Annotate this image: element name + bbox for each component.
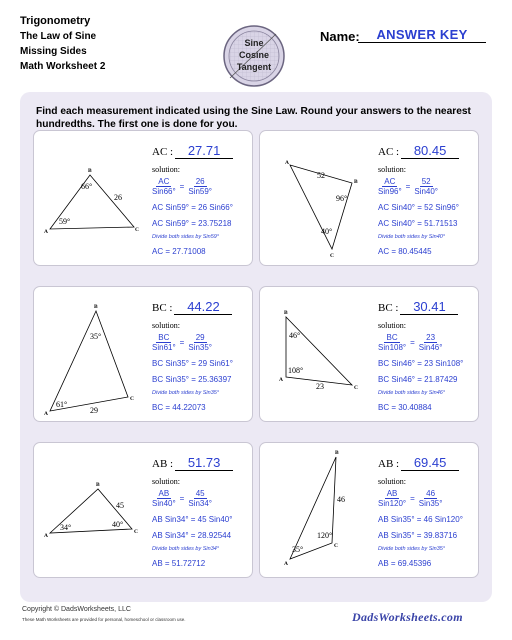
fraction-denominator: Sin34°	[188, 499, 213, 508]
fraction-numerator: 46	[426, 489, 436, 498]
answer-value[interactable]: 80.45	[401, 143, 459, 159]
vertex-label: C	[354, 385, 358, 391]
fraction-numerator: 23	[426, 333, 436, 342]
angle-label: 40°	[112, 520, 124, 529]
angle-label: 96°	[336, 194, 348, 203]
problem-card	[33, 130, 253, 266]
solution-label: solution:	[152, 321, 181, 330]
fraction-numerator: AB	[158, 489, 170, 498]
solution-step: BC Sin35° = 29 Sin61°	[152, 359, 233, 368]
fraction-denominator: Sin35°	[418, 499, 443, 508]
sine-law-equation	[378, 489, 442, 508]
fraction-denominator: Sin96°	[378, 187, 402, 196]
answer-line	[378, 299, 458, 315]
angle-label: 35°	[90, 332, 102, 341]
answer-value[interactable]: 27.71	[175, 143, 233, 159]
angle-label: 34°	[60, 523, 72, 532]
fraction-numerator: AC	[384, 177, 396, 186]
solution-step: BC Sin46° = 21.87429	[378, 375, 458, 384]
title-topic: The Law of Sine	[20, 31, 97, 42]
problem-card	[259, 130, 479, 266]
side-label: 29	[90, 406, 98, 415]
vertex-label: A	[284, 561, 288, 567]
side-label: 46	[337, 495, 345, 504]
answer-line	[152, 299, 232, 315]
triangle-diagram	[34, 443, 152, 577]
triangle-diagram	[260, 287, 378, 421]
fraction-denominator: Sin108°	[378, 343, 407, 352]
title-subject: Trigonometry	[20, 15, 91, 27]
answer-line	[378, 455, 459, 471]
target-label: AB :	[152, 458, 174, 470]
solution-result: AC = 27.71008	[152, 247, 206, 256]
solution-step: AB Sin35° = 39.83716	[378, 531, 458, 540]
solution-step: AB Sin34° = 45 Sin40°	[152, 515, 233, 524]
angle-label: 66°	[81, 182, 93, 191]
answer-line	[378, 143, 459, 159]
fraction-denominator: Sin66°	[152, 187, 176, 196]
instructions: Find each measurement indicated using the Sine Law. Round your answers to the nearest hundredths. The first one is done for you.	[36, 106, 471, 130]
equals-sign: =	[410, 494, 415, 503]
target-label: BC :	[378, 302, 399, 314]
angle-label: 40°	[321, 227, 333, 236]
triangle-diagram	[260, 131, 378, 265]
fraction-denominator: Sin120°	[378, 499, 407, 508]
problem-card	[33, 286, 253, 422]
vertex-label: B	[354, 179, 358, 185]
solution-result: AC = 80.45445	[378, 247, 432, 256]
fraction-denominator: Sin61°	[152, 343, 176, 352]
fraction-numerator: 26	[195, 177, 205, 186]
solution-step: AC Sin40° = 52 Sin96°	[378, 203, 459, 212]
target-label: BC :	[152, 302, 173, 314]
fraction-denominator: Sin40°	[152, 499, 176, 508]
vertex-label: C	[135, 227, 139, 233]
solution-note: Divide both sides by Sin34°	[152, 546, 220, 552]
triangle-diagram	[34, 287, 152, 421]
angle-label: 35°	[292, 545, 304, 554]
equals-sign: =	[410, 338, 415, 347]
sine-cosine-tangent-logo	[222, 24, 286, 88]
title-subtopic: Missing Sides	[20, 46, 87, 57]
angle-label: 61°	[56, 400, 68, 409]
solution-label: solution:	[378, 165, 407, 174]
vertex-label: B	[88, 168, 92, 174]
name-field[interactable]: ANSWER KEY	[358, 27, 486, 43]
fraction-denominator: Sin35°	[188, 343, 213, 352]
solution-note: Divide both sides by Sin40°	[378, 234, 446, 240]
sine-law-equation	[378, 333, 442, 352]
target-label: AC :	[378, 146, 400, 158]
answer-value[interactable]: 69.45	[401, 455, 459, 471]
triangle-shape	[290, 457, 336, 559]
angle-label: 108°	[288, 366, 304, 375]
equals-sign: =	[179, 494, 185, 503]
vertex-label: C	[330, 253, 334, 259]
answer-line	[152, 143, 233, 159]
solution-note: Divide both sides by Sin35°	[152, 390, 220, 396]
answer-line	[152, 455, 233, 471]
vertex-label: A	[279, 377, 283, 383]
solution-step: AC Sin40° = 51.71513	[378, 219, 458, 228]
sine-law-equation	[152, 489, 212, 508]
vertex-label: A	[44, 229, 48, 235]
solution-label: solution:	[378, 321, 407, 330]
logo-word-tangent: Tangent	[236, 62, 272, 72]
vertex-label: B	[94, 304, 98, 310]
usage-note: These Math Worksheets are provided for personal, homeschool or classroom use.	[22, 617, 186, 622]
title-worksheet-number: Math Worksheet 2	[20, 61, 106, 72]
vertex-label: A	[285, 160, 289, 166]
vertex-label: C	[134, 529, 138, 535]
side-label: 23	[316, 382, 324, 391]
solution-step: AB Sin34° = 28.92544	[152, 531, 232, 540]
answer-value[interactable]: 30.41	[400, 299, 458, 315]
solution-step: AC Sin59° = 23.75218	[152, 219, 232, 228]
solution-result: BC = 30.40884	[378, 403, 432, 412]
vertex-label: C	[334, 543, 338, 549]
target-label: AC :	[152, 146, 174, 158]
solution-note: Divide both sides by Sin59°	[152, 234, 220, 240]
target-label: AB :	[378, 458, 400, 470]
logo-word-sine: Sine	[244, 38, 264, 48]
fraction-numerator: AC	[158, 177, 170, 186]
fraction-numerator: 52	[421, 177, 431, 186]
name-label: Name:	[320, 29, 360, 44]
solution-step: AB Sin35° = 46 Sin120°	[378, 515, 463, 524]
solution-label: solution:	[378, 477, 407, 486]
vertex-label: A	[44, 533, 48, 539]
equals-sign: =	[179, 338, 185, 347]
logo-word-cosine: Cosine	[238, 50, 270, 60]
fraction-numerator: 29	[195, 333, 205, 342]
dadsworksheets-logo[interactable]: DadsWorksheets.com	[352, 610, 463, 624]
solution-note: Divide both sides by Sin46°	[378, 390, 446, 396]
solution-step: BC Sin46° = 23 Sin108°	[378, 359, 464, 368]
vertex-label: A	[44, 411, 48, 417]
solution-result: AB = 51.72712	[152, 559, 206, 568]
vertex-label: C	[130, 396, 134, 402]
side-label: 45	[116, 501, 124, 510]
worksheet-titles	[20, 14, 105, 74]
triangle-shape	[50, 311, 128, 411]
copyright-text: Copyright © DadsWorksheets, LLC	[22, 606, 131, 613]
vertex-label: B	[96, 482, 100, 488]
equals-sign: =	[405, 182, 411, 191]
sine-law-equation	[152, 333, 212, 352]
answer-value[interactable]: 51.73	[175, 455, 233, 471]
answer-value[interactable]: 44.22	[174, 299, 232, 315]
angle-label: 120°	[317, 531, 333, 540]
solution-step: BC Sin35° = 25.36397	[152, 375, 232, 384]
triangle-diagram	[260, 443, 378, 577]
fraction-denominator: Sin46°	[418, 343, 443, 352]
problem-card	[259, 286, 479, 422]
vertex-label: B	[335, 450, 339, 456]
fraction-numerator: AB	[386, 489, 398, 498]
solution-result: BC = 44.22073	[152, 403, 206, 412]
solution-label: solution:	[152, 477, 181, 486]
fraction-numerator: BC	[158, 333, 170, 342]
problem-card	[33, 442, 253, 578]
side-label: 26	[114, 193, 122, 202]
fraction-denominator: Sin59°	[188, 187, 213, 196]
triangle-diagram	[34, 131, 152, 265]
angle-label: 59°	[59, 217, 71, 226]
sine-law-equation	[152, 177, 212, 196]
solution-step: AC Sin59° = 26 Sin66°	[152, 203, 233, 212]
equals-sign: =	[179, 182, 185, 191]
solution-note: Divide both sides by Sin35°	[378, 546, 446, 552]
solution-result: AB = 69.45396	[378, 559, 432, 568]
sine-law-equation	[378, 177, 438, 196]
solution-label: solution:	[152, 165, 181, 174]
problem-card	[259, 442, 479, 578]
vertex-label: B	[284, 310, 288, 316]
fraction-numerator: BC	[386, 333, 398, 342]
fraction-denominator: Sin40°	[414, 187, 439, 196]
fraction-numerator: 45	[195, 489, 205, 498]
angle-label: 46°	[289, 331, 301, 340]
side-label: 52	[317, 171, 325, 180]
